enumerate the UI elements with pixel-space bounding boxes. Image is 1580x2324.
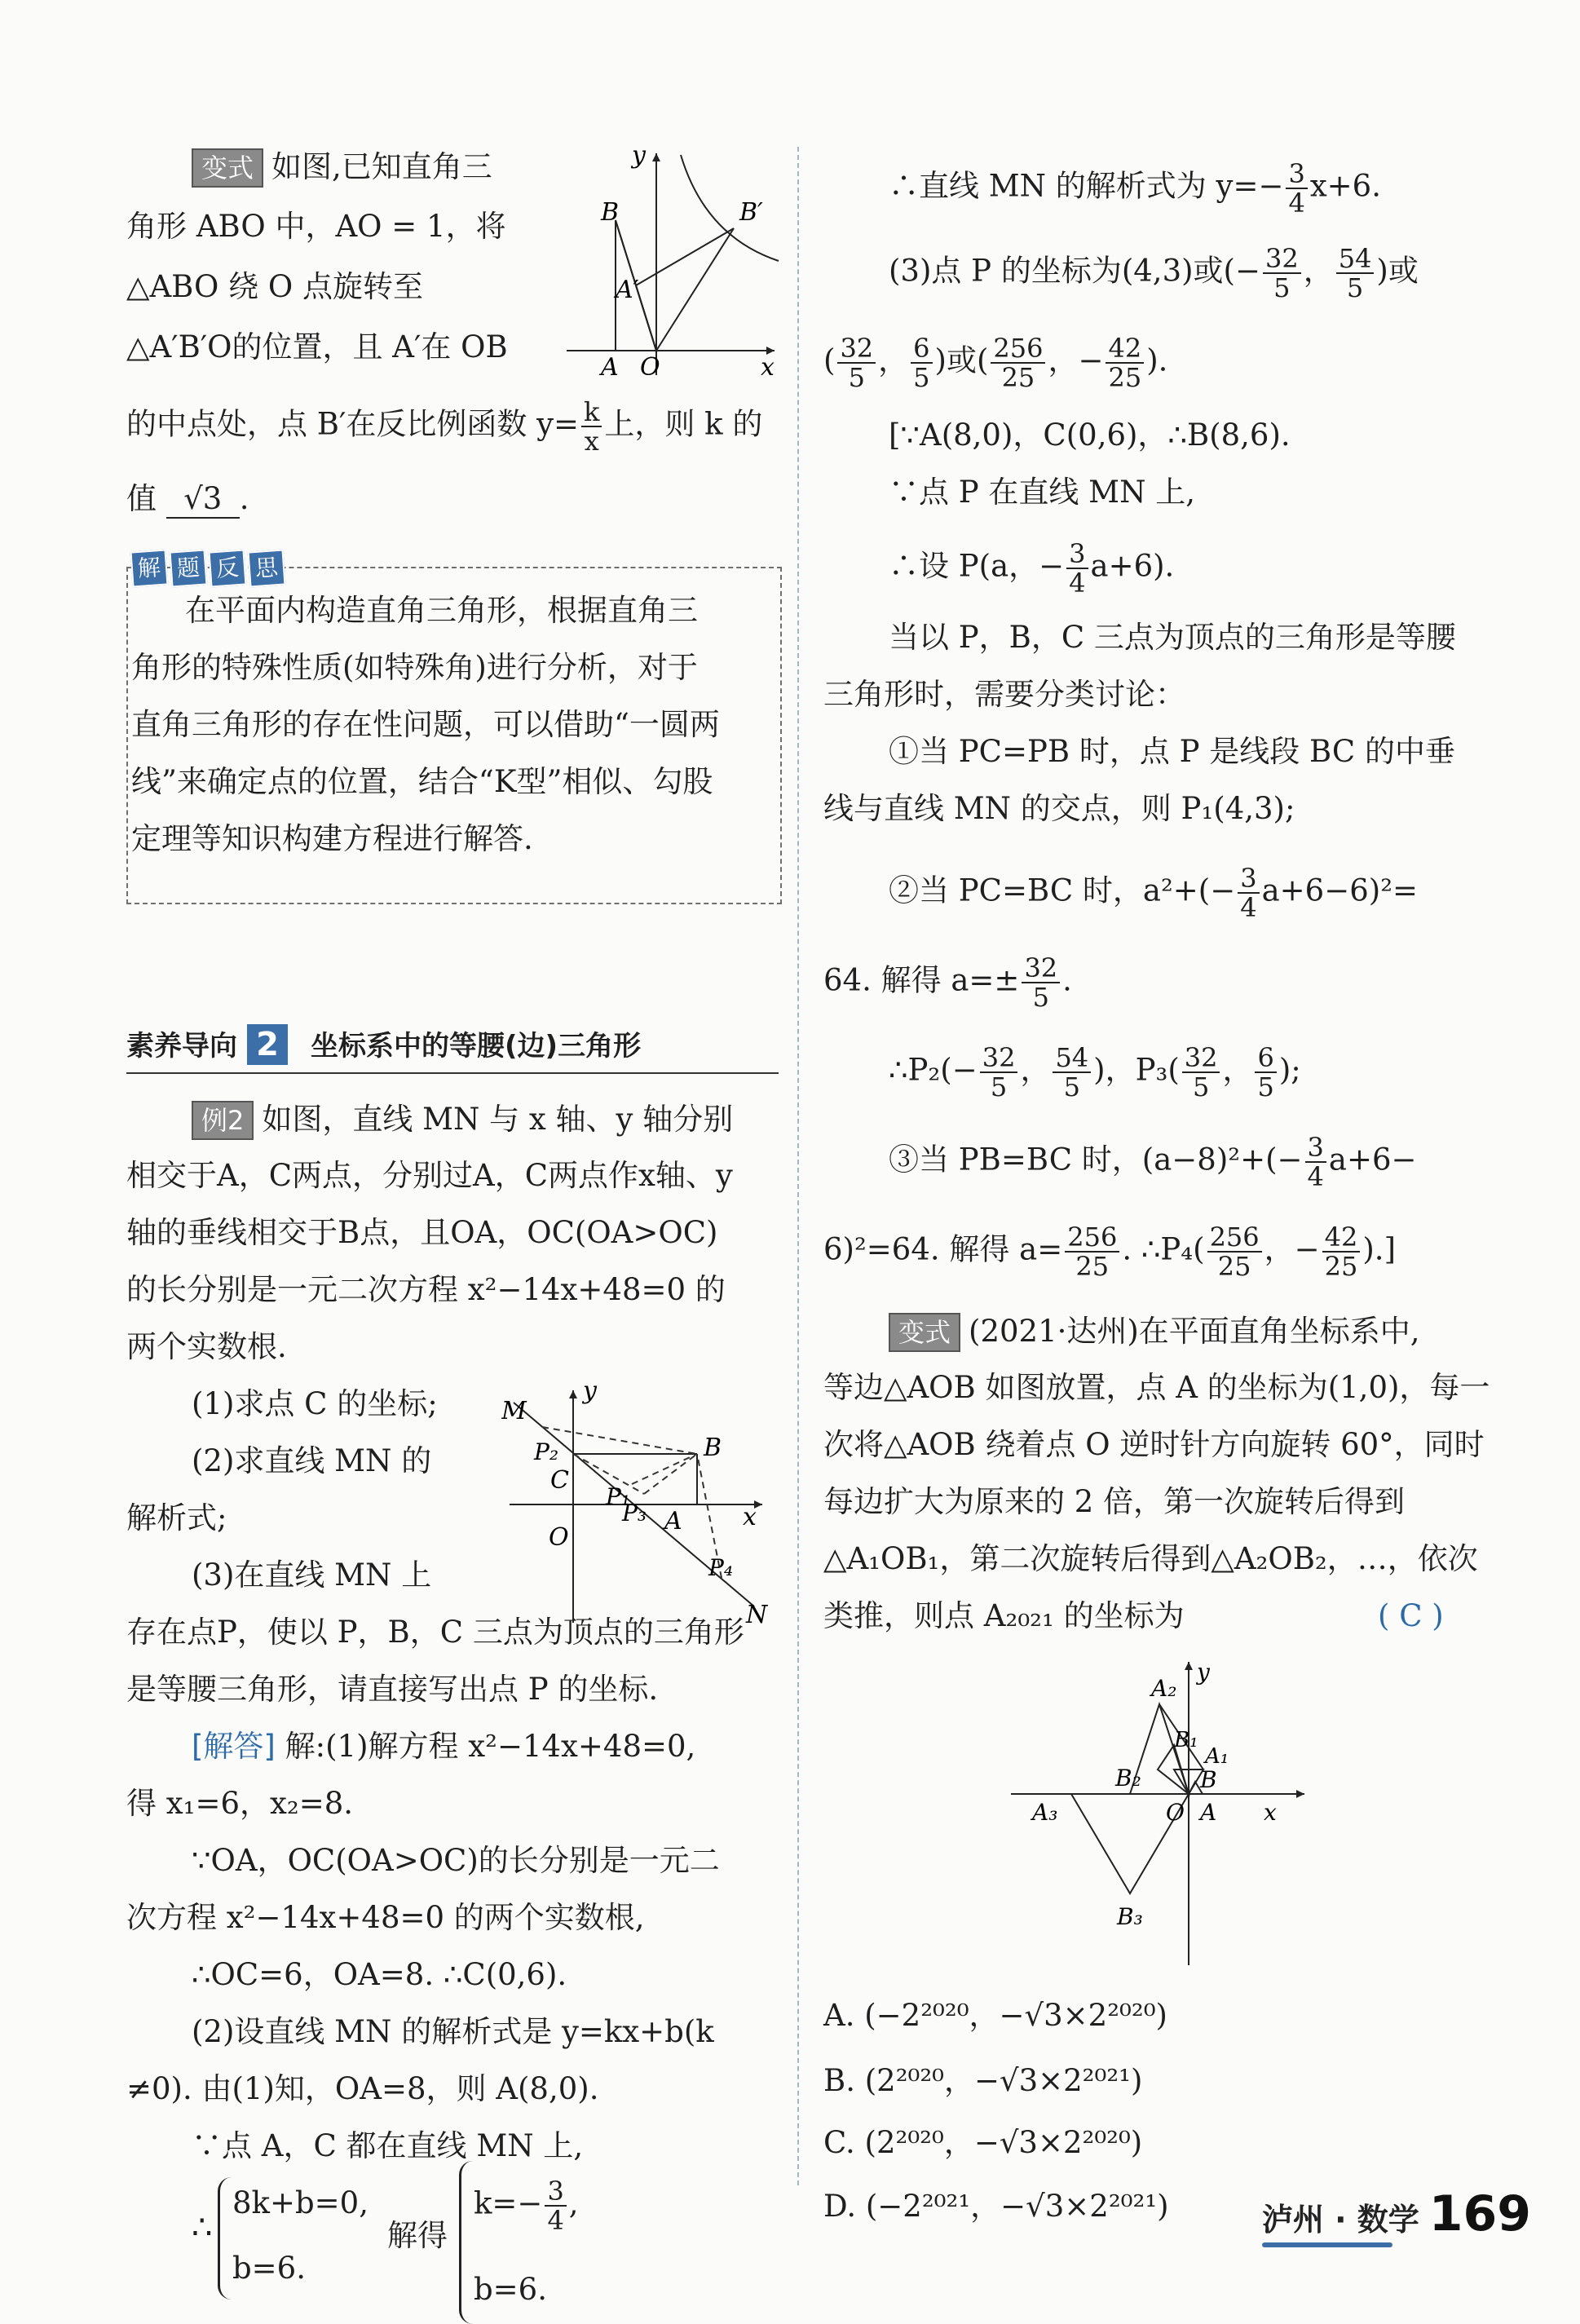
fraction-k-over-x: $\frac{k}{x}$: [581, 398, 602, 455]
svg-text:y: y: [583, 1376, 597, 1405]
section-header: 素养导向 2 坐标系中的等腰(边)三角形: [126, 1023, 779, 1074]
right-line-2: (3)点 P 的坐标为(4,3)或(− $\frac{32}{5}$ ， $\frac{54}{5}$ )或: [889, 243, 1419, 303]
option-a: A. (−2²⁰²⁰，−√3×2²⁰²⁰): [823, 1998, 1167, 2033]
svg-text:B₂: B₂: [1115, 1765, 1141, 1792]
figure-rotating-triangles: [1011, 1655, 1321, 1965]
right-line-5: ∵点 P 在直线 MN 上,: [889, 475, 1195, 510]
svg-text:B: B: [1200, 1766, 1217, 1793]
answer-blank: √3: [166, 481, 240, 519]
solve-label: 解得: [387, 2218, 448, 2253]
column-divider: [797, 147, 799, 2185]
system1-eq2: b=6.: [232, 2251, 306, 2286]
right-line-8: 三角形时，需要分类讨论：: [823, 677, 1185, 712]
right-line-14: ③当 PB=BC 时，(a−8)²+(− $\frac{3}{4}$ a+6−: [889, 1132, 1417, 1192]
variant1-line-6: 值 √3 .: [126, 481, 249, 519]
label-O: O: [640, 353, 660, 375]
example2-q3c: 是等腰三角形，请直接写出点 P 的坐标.: [126, 1672, 659, 1707]
reflection-title: 解 题 反 思: [131, 550, 285, 588]
brace-2: [459, 2161, 473, 2324]
reflection-box: [126, 554, 782, 904]
variant1-line-1: 变式 如图,已知直角三: [192, 148, 492, 188]
variant2-line-5: △A₁OB₁，第二次旋转后得到△A₂OB₂，…，依次: [823, 1541, 1478, 1576]
solution-line-2: 得 x₁=6，x₂=8.: [126, 1786, 354, 1821]
solution-line-7: ≠0). 由(1)知，OA=8，则 A(8,0).: [126, 2071, 599, 2106]
option-d: D. (−2²⁰²¹，−√3×2²⁰²¹): [823, 2189, 1169, 2224]
variant1-line-3: △ABO 绕 O 点旋转至: [126, 269, 424, 304]
page-number: 169: [1428, 2185, 1531, 2242]
variant2-line-2: 等边△AOB 如图放置，点 A 的坐标为(1,0)，每一: [823, 1370, 1490, 1405]
svg-text:A: A: [1200, 1799, 1217, 1826]
svg-text:M: M: [501, 1397, 527, 1425]
reflect-line-4: 线”来确定点的位置，结合“K型”相似、勾股: [131, 764, 713, 799]
solution-line-6: (2)设直线 MN 的解析式是 y=kx+b(k: [192, 2014, 714, 2049]
label-x: x: [761, 353, 775, 375]
svg-text:y: y: [1197, 1659, 1210, 1686]
right-line-1: ∴直线 MN 的解析式为 y=− $\frac{3}{4}$ x+6.: [889, 158, 1381, 219]
option-c: C. (2²⁰²⁰，−√3×2²⁰²⁰): [823, 2125, 1143, 2160]
variant1-line-5: 的中点处，点 B′在反比例函数 y= $\frac{k}{x}$ 上，则 k 的: [126, 396, 763, 457]
example2-line-1: 例2 如图，直线 MN 与 x 轴、y 轴分别: [192, 1101, 733, 1140]
right-line-11: ②当 PC=BC 时，a²+(− $\frac{3}{4}$ a+6−6)²=: [889, 863, 1419, 923]
svg-text:A₁: A₁: [1205, 1744, 1229, 1769]
right-line-10: 线与直线 MN 的交点，则 P₁(4,3);: [823, 791, 1295, 826]
right-line-9: ①当 PC=PB 时，点 P 是线段 BC 的中垂: [889, 734, 1455, 769]
variant2-line-6: 类推，则点 A₂₀₂₁ 的坐标为: [823, 1598, 1185, 1633]
figure-line-mn: [501, 1370, 779, 1631]
label-y: y: [632, 141, 646, 170]
page-footer: [1262, 2185, 1531, 2242]
reflect-line-1: 在平面内构造直角三角形，根据直角三: [185, 593, 698, 628]
system2-eq2: b=6.: [474, 2272, 547, 2307]
label-B-prime: B′: [739, 198, 763, 227]
right-line-4: [∵A(8,0)，C(0,6)，∴B(8,6).: [889, 418, 1291, 453]
solution-line-4: 次方程 x²−14x+48=0 的两个实数根,: [126, 1900, 645, 1935]
label-B: B: [601, 198, 620, 227]
brace-1: [218, 2177, 232, 2300]
right-line-12: 64. 解得 a=± $\frac{32}{5}$ .: [823, 952, 1072, 1013]
example2-q1: (1)求点 C 的坐标;: [192, 1386, 438, 1421]
right-line-3: ( $\frac{32}{5}$ ， $\frac{6}{5}$ )或( $\frac{256}{25}$ ，− $\frac{42}{25}$ ).: [823, 333, 1168, 393]
right-line-13: ∴P₂(− $\frac{32}{5}$ ， $\frac{54}{5}$ )，P₃( $\frac{32}{5}$ ， $\frac{6}{5}$ );: [889, 1042, 1301, 1102]
solution-line-3: ∵OA，OC(OA>OC)的长分别是一元二: [192, 1843, 720, 1878]
variant2-answer: ( C ): [1378, 1598, 1444, 1633]
system2-eq1: k=− $\frac{3}{4}$ ,: [474, 2176, 579, 2236]
figure-rotation: [567, 139, 787, 375]
variant-tag: 变式: [192, 148, 263, 188]
right-line-15: 6)²=64. 解得 a= $\frac{256}{25}$ . ∴P₄( $\frac{256}{25}$ ，− $\frac{42}{25}$ ).]: [823, 1222, 1397, 1282]
example2-q3b: 存在点P，使以 P，B，C 三点为顶点的三角形: [126, 1615, 744, 1650]
reflect-line-5: 定理等知识构建方程进行解答.: [131, 821, 533, 856]
right-line-6: ∴设 P(a，− $\frac{3}{4}$ a+6).: [889, 538, 1175, 599]
variant2-line-1: 变式 (2021·达州)在平面直角坐标系中,: [889, 1313, 1420, 1352]
footer-label: 泸州 · 数学: [1261, 2202, 1419, 2238]
solution-line-5: ∴OC=6，OA=8. ∴C(0,6).: [192, 1957, 567, 1992]
example2-line-4: 的长分别是一元二次方程 x²−14x+48=0 的: [126, 1272, 726, 1307]
svg-text:P₁: P₁: [606, 1483, 631, 1510]
svg-text:B₃: B₃: [1117, 1903, 1143, 1930]
example2-line-2: 相交于A，C两点，分别过A，C两点作x轴、y: [126, 1158, 733, 1193]
example2-line-5: 两个实数根.: [126, 1329, 287, 1364]
svg-text:O: O: [1166, 1799, 1185, 1826]
svg-text:B: B: [704, 1434, 722, 1462]
option-b: B. (2²⁰²⁰，−√3×2²⁰²¹): [823, 2063, 1143, 2098]
example2-q3: (3)在直线 MN 上: [192, 1557, 432, 1593]
variant2-line-3: 次将△AOB 绕着点 O 逆时针方向旋转 60°，同时: [823, 1427, 1485, 1462]
variant1-line-2: 角形 ABO 中，AO = 1，将: [126, 209, 506, 244]
solution-line-8: ∵点 A，C 都在直线 MN 上,: [192, 2128, 584, 2163]
svg-text:C: C: [550, 1466, 569, 1495]
svg-text:A₃: A₃: [1032, 1799, 1058, 1826]
therefore-mark: ∴: [192, 2209, 213, 2247]
svg-text:N: N: [746, 1601, 768, 1629]
svg-text:P₃: P₃: [622, 1500, 647, 1527]
reflect-line-3: 直角三角形的存在性问题，可以借助“一圆两: [131, 707, 720, 742]
footer-underline: [1262, 2242, 1392, 2247]
system1-eq1: 8k+b=0,: [232, 2185, 369, 2220]
label-A: A: [601, 353, 619, 375]
svg-text:P₂: P₂: [534, 1438, 559, 1465]
example2-q2: (2)求直线 MN 的: [192, 1443, 432, 1478]
example2-q2b: 解析式;: [126, 1500, 227, 1535]
variant2-line-4: 每边扩大为原来的 2 倍，第一次旋转后得到: [823, 1484, 1406, 1519]
right-line-7: 当以 P，B，C 三点为顶点的三角形是等腰: [889, 620, 1456, 655]
svg-text:O: O: [549, 1523, 569, 1552]
svg-text:A: A: [664, 1507, 682, 1535]
label-A-prime: A′: [616, 276, 639, 304]
svg-text:B₁: B₁: [1174, 1728, 1198, 1752]
svg-text:A₂: A₂: [1151, 1675, 1177, 1702]
reflect-line-2: 角形的特殊性质(如特殊角)进行分析，对于: [131, 650, 698, 685]
svg-text:x: x: [1264, 1799, 1277, 1826]
variant1-line-4: △A′B′O的位置，且 A′在 OB: [126, 329, 508, 365]
svg-text:x: x: [743, 1503, 757, 1531]
solution-line-1: [解答] 解:(1)解方程 x²−14x+48=0,: [192, 1729, 696, 1764]
svg-text:P₄: P₄: [708, 1554, 734, 1581]
example2-line-3: 轴的垂线相交于B点，且OA，OC(OA>OC): [126, 1215, 718, 1250]
